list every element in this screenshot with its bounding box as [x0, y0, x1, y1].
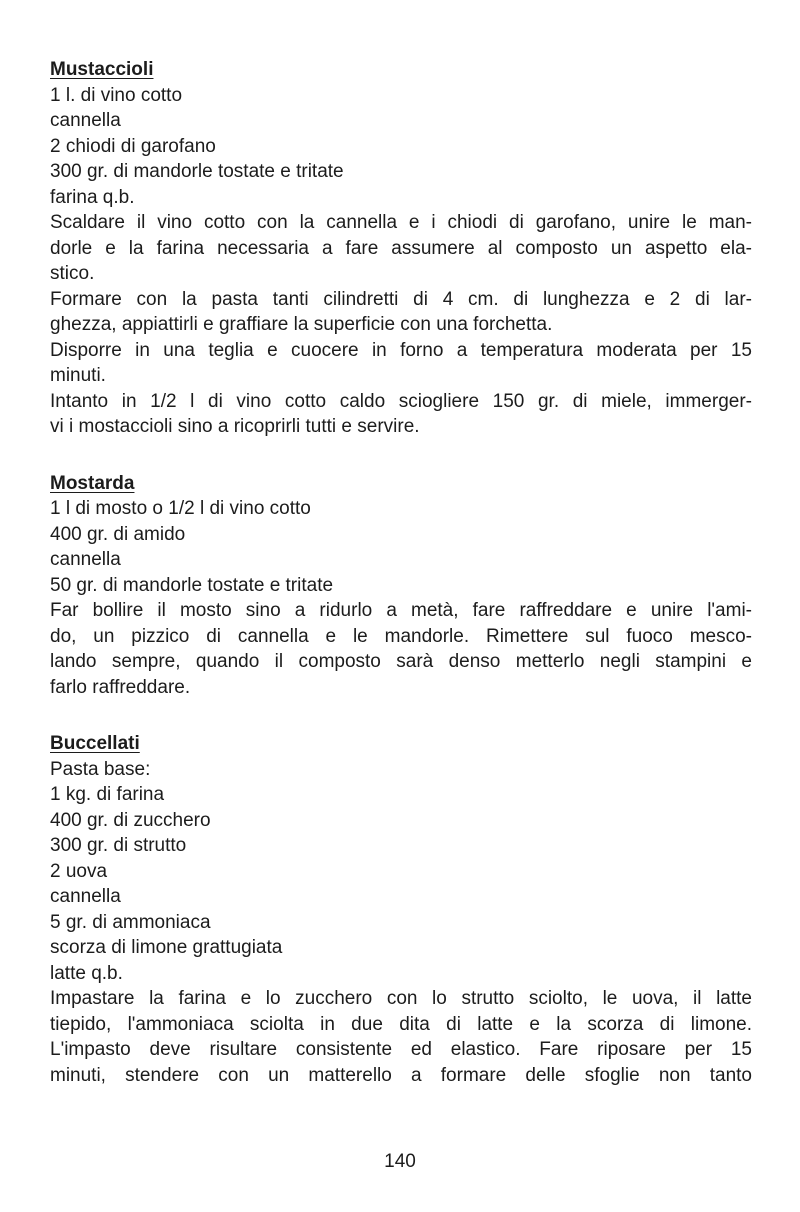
instruction-line: Disporre in una teglia e cuocere in forno a temperatura moderata per 15 [50, 339, 752, 361]
recipe-title: Mostarda [50, 472, 135, 494]
ingredient-line: 1 l di mosto o 1/2 l di vino cotto [50, 498, 311, 519]
ingredient-line: latte q.b. [50, 962, 123, 984]
instruction-line: dorle e la farina necessaria a fare assumere al composto un aspetto ela- [50, 237, 752, 259]
ingredient-line: 5 gr. di ammoniaca [50, 911, 211, 933]
instruction-line: do, un pizzico di cannella e le mandorle. Rimettere sul fuoco mesco- [50, 625, 752, 647]
page-number: 140 [384, 1151, 416, 1172]
instruction-line: Formare con la pasta tanti cilindretti di 4 cm. di lunghezza e 2 di lar- [50, 288, 752, 310]
instruction-line: ghezza, appiattirli e graffiare la superficie con una forchetta. [50, 314, 553, 335]
instruction-line: stico. [50, 263, 95, 284]
ingredient-line: 300 gr. di strutto [50, 835, 187, 856]
ingredient-line: 1 l. di vino cotto [50, 84, 183, 106]
instruction-line: minuti, stendere con un matterello a formare delle sfoglie non tanto [50, 1064, 752, 1086]
recipe-title: Buccellati [50, 733, 140, 754]
instruction-line: Intanto in 1/2 l di vino cotto caldo sciogliere 150 gr. di miele, immerger- [50, 390, 752, 412]
ingredient-line: farina q.b. [50, 186, 135, 208]
instruction-paragraph [50, 389, 752, 440]
instruction-line: Scaldare il vino cotto con la cannella e i chiodi di garofano, unire le man- [50, 212, 752, 233]
instruction-line: Far bollire il mosto sino a ridurlo a metà, fare raffreddare e unire l'ami- [50, 600, 752, 621]
instruction-line: minuti. [50, 365, 106, 386]
ingredient-line: 400 gr. di amido [50, 523, 186, 545]
ingredient-line: 300 gr. di mandorle tostate e tritate [50, 161, 344, 182]
instruction-line: vi i mostaccioli sino a ricoprirli tutti e servire. [50, 416, 420, 437]
instruction-line: Impastare la farina e lo zucchero con lo strutto sciolto, le uova, il latte [50, 988, 752, 1009]
ingredient-line: 2 chiodi di garofano [50, 135, 216, 157]
ingredient-line: 400 gr. di zucchero [50, 809, 211, 831]
recipe-section [50, 57, 752, 440]
ingredient-line: 2 uova [50, 860, 108, 882]
instruction-line: tiepido, l'ammoniaca sciolta in due dita di latte e la scorza di limone. [50, 1013, 752, 1035]
recipe-section [50, 471, 752, 701]
recipe-list [50, 57, 752, 1088]
ingredient-line: 50 gr. di mandorle tostate e tritate [50, 574, 334, 596]
instruction-line: L'impasto deve risultare consistente ed elastico. Fare riposare per 15 [50, 1039, 752, 1060]
instruction-line: lando sempre, quando il composto sarà denso metterlo negli stampini e [50, 651, 752, 672]
instruction-paragraph [50, 986, 752, 1088]
ingredient-line: 1 kg. di farina [50, 784, 165, 805]
instruction-paragraph [50, 598, 752, 700]
recipe-section [50, 731, 752, 1088]
instruction-paragraph [50, 210, 752, 287]
ingredient-line: cannella [50, 549, 121, 570]
ingredient-line: Pasta base: [50, 758, 151, 780]
ingredient-line: scorza di limone grattugiata [50, 937, 283, 958]
ingredient-line: cannella [50, 886, 121, 907]
recipe-title: Mustaccioli [50, 59, 154, 80]
instruction-line: farlo raffreddare. [50, 676, 191, 698]
instruction-paragraph [50, 287, 752, 338]
instruction-paragraph [50, 338, 752, 389]
ingredient-line: cannella [50, 110, 121, 131]
